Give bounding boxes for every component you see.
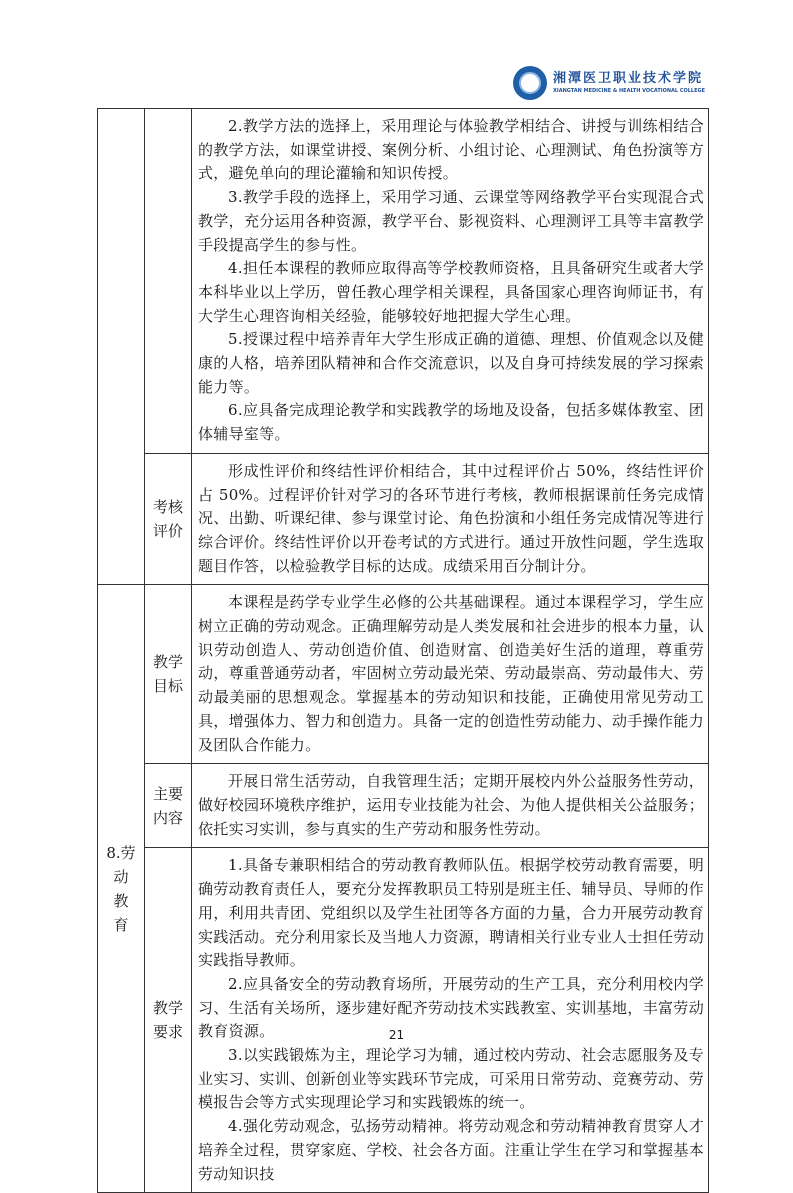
prev-requirements-cell: [192, 109, 709, 454]
paragraph: 4.强化劳动观念，弘扬劳动精神。将劳动观念和劳动精神教育贯穿人才培养全过程，贯穿家庭、学校、社会各方面。注重让学生在学习和掌握基本劳动知识技: [198, 1117, 704, 1183]
requirements-text-cell: [192, 848, 709, 1193]
college-seal-icon: [513, 66, 547, 100]
assessment-label: 考核 评价: [145, 453, 192, 585]
logo-english-name: XIANGTAN MEDICINE & HEALTH VOCATIONAL COLLEGE: [553, 88, 706, 94]
paragraph: 2.应具备安全的劳动教育场所，开展劳动的生产工具，充分利用校内学习、生活有关场所，逐步建好配齐劳动技术实践教室、实训基地，丰富劳动教育资源。: [198, 974, 704, 1041]
content-label: 主要 内容: [145, 764, 192, 848]
logo-chinese-name: 湘潭医卫职业技术学院: [553, 71, 704, 86]
prev-label-cell: [145, 109, 192, 454]
paragraph: 1.具备专兼职相结合的劳动教育教师队伍。根据学校劳动教育需要，明确劳动教育责任人，要充分发挥教职员工特别是班主任、辅导员、导师的作用，利用共青团、党组织以及学生社团等各方面的力量，合力开展劳动教育实践活动。充分利用家长及当地人力资源，聘请相关行业专业人士担任劳动实践指导教师。: [198, 856, 704, 970]
section-8-title: 8.劳 动 教 育: [98, 585, 145, 1193]
page-number: 21: [388, 1028, 405, 1042]
content-text-cell: [192, 764, 709, 848]
paragraph: 4.担任本课程的教师应取得高等学校教师资格，且具备研究生或者大学本科毕业以上学历，曾任教心理学相关课程，具备国家心理咨询师证书，有大学生心理咨询相关经验，能够较好地把握大学生心理。: [198, 259, 704, 325]
table-row: [98, 585, 709, 764]
prev-section-cell: [98, 109, 145, 585]
table-row: [98, 848, 709, 1193]
paragraph: 3.教学手段的选择上，采用学习通、云课堂等网络教学平台实现混合式教学，充分运用各种资源，教学平台、影视资料、心理测评工具等丰富教学手段提高学生的参与性。: [198, 188, 704, 254]
paragraph: 开展日常生活劳动，自我管理生活；定期开展校内外公益服务性劳动，做好校园环境秩序维护，运用专业技能为社会、为他人提供相关公益服务；依托实习实训，参与真实的生产劳动和服务性劳动。: [198, 772, 704, 838]
goal-text-cell: [192, 585, 709, 764]
paragraph: 3.以实践锻炼为主，理论学习为辅，通过校内劳动、社会志愿服务及专业实习、实训、创新创业等实践环节完成，可采用日常劳动、竞赛劳动、劳模报告会等方式实现理论学习和实践锻炼的统一。: [198, 1046, 704, 1112]
paragraph: 2.教学方法的选择上，采用理论与体验教学相结合、讲授与训练相结合的教学方法，如课堂讲授、案例分析、小组讨论、心理测试、角色扮演等方式，避免单向的理论灌输和知识传授。: [198, 117, 704, 183]
table-row: [98, 453, 709, 585]
paragraph: 本课程是药学专业学生必修的公共基础课程。通过本课程学习，学生应树立正确的劳动观念。正确理解劳动是人类发展和社会进步的根本力量，认识劳动创造人、劳动创造价值、创造财富、创造美好生活的道理，尊重劳动，尊重普通劳动者，牢固树立劳动最光荣、劳动最崇高、劳动最伟大、劳动最美丽的思想观念。掌握基本的劳动知识和技能，正确使用常见劳动工具，增强体力、智力和创造力。具备一定的创造性劳动能力、动手操作能力及团队合作能力。: [198, 593, 704, 754]
table-row: [98, 764, 709, 848]
paragraph: 形成性评价和终结性评价相结合，其中过程评价占 50%，终结性评价占 50%。过程评价针对学习的各环节进行考核，教师根据课前任务完成情况、出勤、听课纪律、参与课堂讨论、角色扮演和小组任务完成情况等进行综合评价。终结性评价以开卷考试的方式进行。通过开放性问题，学生选取题目作答，以检验教学目标的达成。成绩采用百分制计分。: [198, 461, 704, 575]
paragraph: 5.授课过程中培养青年大学生形成正确的道德、理想、价值观念以及健康的人格，培养团队精神和合作交流意识，以及自身可持续发展的学习探索能力等。: [198, 330, 704, 396]
requirements-label: 教学 要求: [145, 848, 192, 1193]
college-logo: [513, 66, 705, 100]
goal-label: 教学 目标: [145, 585, 192, 764]
assessment-text-cell: [192, 453, 709, 585]
paragraph: 6.应具备完成理论教学和实践教学的场地及设备，包括多媒体教室、团体辅导室等。: [198, 401, 704, 444]
table-row: [98, 109, 709, 454]
